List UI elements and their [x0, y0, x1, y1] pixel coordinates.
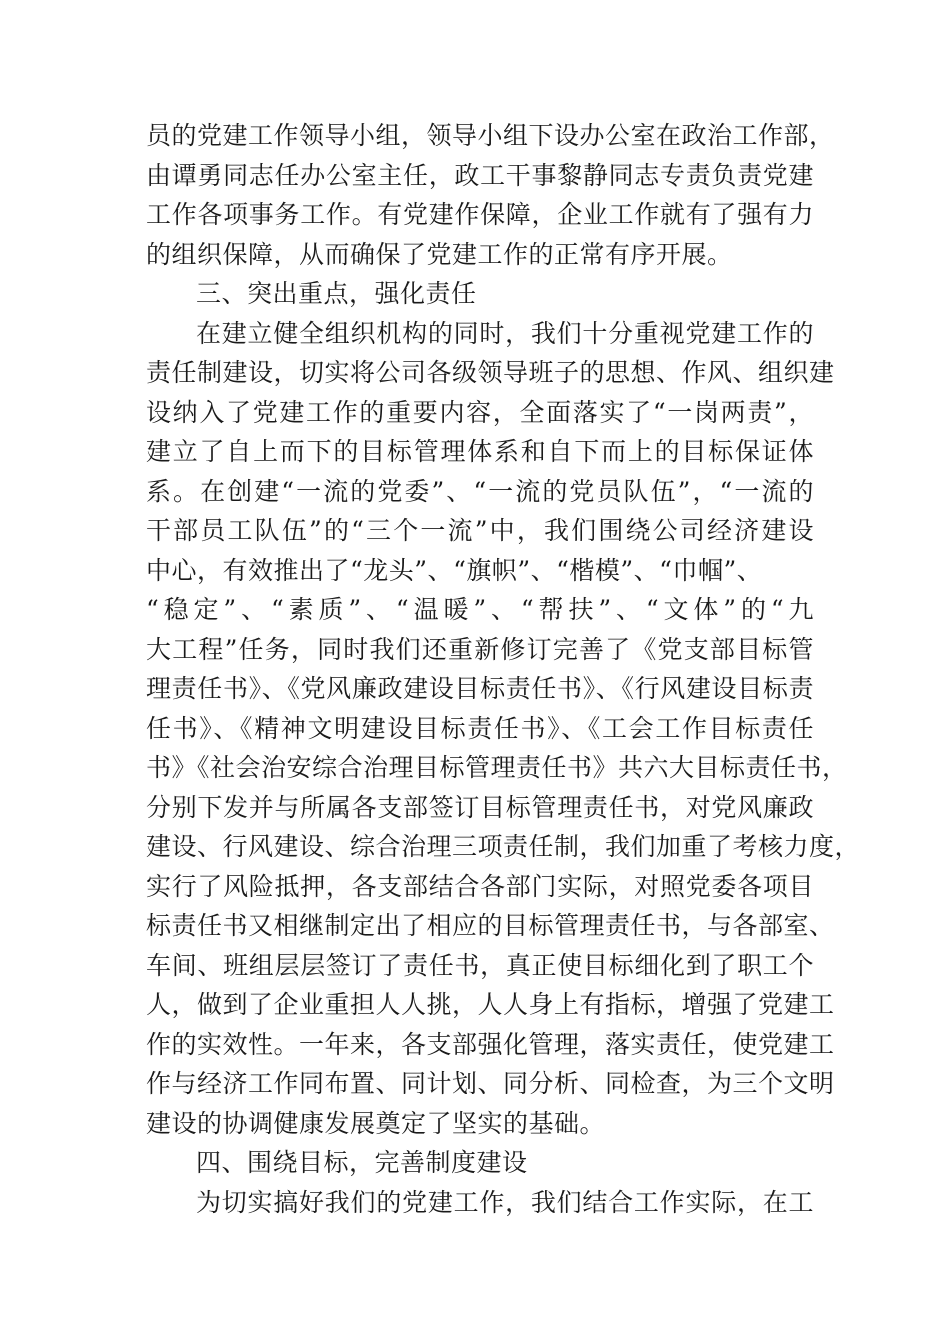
text-line: 工作各项事务工作。有党建作保障，企业工作就有了强有力: [146, 200, 814, 229]
text-line: 建立了自上而下的目标管理体系和自下而上的目标保证体: [146, 437, 814, 466]
document-page: [146, 116, 861, 1222]
text-line: 建设的协调健康发展奠定了坚实的基础。: [146, 1108, 606, 1138]
text-line: 干部员工队伍”的“三个一流”中，我们围绕公司经济建设: [146, 516, 814, 545]
text-line: 书》《社会治安综合治理目标管理责任书》共六大目标责任书，: [146, 753, 848, 782]
text-line: 系。在创建“一流的党委”、“一流的党员队伍”，“一流的: [146, 476, 814, 506]
text-line: 实行了风险抵押，各支部结合各部门实际，对照党委各项目: [146, 871, 814, 901]
paragraph-system-building: [146, 1183, 814, 1223]
text-line: 责任制建设，切实将公司各级领导班子的思想、作风、组织建: [146, 358, 835, 387]
text-line: 为切实搞好我们的党建工作，我们结合工作实际，在工: [196, 1187, 814, 1217]
text-line: 员的党建工作领导小组，领导小组下设办公室在政治工作部，: [146, 121, 835, 150]
paragraph-responsibility: [146, 314, 861, 1144]
text-line: 标责任书又相继制定出了相应的目标管理责任书，与各部室、: [146, 911, 835, 940]
text-line: “稳定”、“素质”、“温暖”、“帮扶”、“文体”的“九: [146, 595, 814, 624]
text-line: 在建立健全组织机构的同时，我们十分重视党建工作的: [196, 318, 814, 348]
text-line: 任书》、《精神文明建设目标责任书》、《工会工作目标责任: [146, 713, 814, 743]
text-line: 人，做到了企业重担人人挑，人人身上有指标，增强了党建工: [146, 990, 835, 1019]
text-line: 由谭勇同志任办公室主任，政工干事黎静同志专责负责党建: [146, 160, 814, 190]
text-line: 作与经济工作同布置、同计划、同分析、同检查，为三个文明: [146, 1069, 835, 1098]
text-line: 中心，有效推出了“龙头”、“旗帜”、“楷模”、“巾帼”、: [146, 555, 763, 585]
paragraph-party-building-team: [146, 116, 835, 274]
text-line: 车间、班组层层签订了责任书，真正使目标细化到了职工个: [146, 950, 814, 980]
text-line: 建设、行风建设、综合治理三项责任制，我们加重了考核力度，: [146, 832, 861, 861]
text-line: 分别下发并与所属各支部签订目标管理责任书，对党风廉政: [146, 792, 814, 822]
text-line: 设纳入了党建工作的重要内容，全面落实了“一岗两责”，: [146, 397, 814, 427]
text-line: 理责任书》、《党风廉政建设目标责任书》、《行风建设目标责: [146, 674, 814, 703]
text-line: 大工程”任务，同时我们还重新修订完善了《党支部目标管: [146, 634, 814, 664]
text-line: 的组织保障，从而确保了党建工作的正常有序开展。: [146, 239, 733, 269]
section-heading-4: 四、围绕目标，完善制度建设: [196, 1148, 528, 1177]
text-line: 作的实效性。一年来，各支部强化管理，落实责任，使党建工: [146, 1029, 835, 1059]
section-heading-3: 三、突出重点，强化责任: [196, 279, 477, 308]
